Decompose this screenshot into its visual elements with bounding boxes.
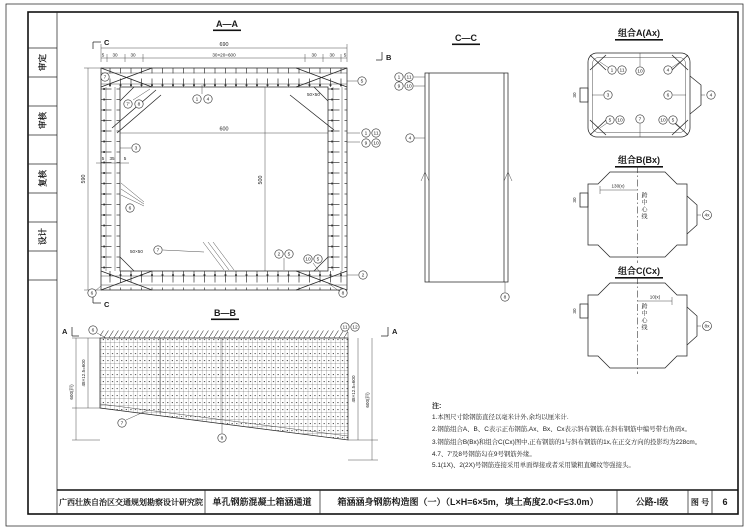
dim-haunch-tr: 50×50 (307, 92, 320, 97)
note-line: 4.7、7′及8号钢筋勾在9号钢筋外缘。 (432, 451, 536, 458)
view-cc-title: C—C (455, 33, 477, 43)
rebar-callout (703, 211, 712, 220)
combo-a-callouts (604, 66, 715, 124)
marker-b-right: B (386, 53, 392, 62)
haunch-chamfers (112, 87, 334, 271)
svg-text:10: 10 (373, 141, 379, 147)
svg-text:11: 11 (342, 325, 348, 331)
combo-a-title-underline (615, 39, 663, 41)
view-combo-a (572, 27, 715, 137)
rebar-callout (89, 326, 97, 334)
dim-inner-width: 600 (219, 126, 229, 133)
rebar-callout (636, 115, 644, 123)
rebar-callout (101, 73, 109, 81)
rebar-callout (707, 91, 715, 99)
rebar-callout (362, 129, 370, 137)
combo-b-centerline-label: 跨中心线 (640, 192, 646, 220)
sidebar-item-checked: 复核 (37, 169, 48, 188)
dim-seg: 5 (101, 52, 105, 58)
marker-a-right: A (392, 327, 398, 336)
svg-text:1: 1 (364, 131, 368, 137)
rebar-callout (606, 116, 614, 124)
svg-text:4: 4 (709, 93, 713, 99)
combo-a-title: 组合A(Ax) (618, 28, 660, 38)
rebar-callout (616, 116, 624, 124)
view-aa-title: A—A (216, 19, 238, 29)
svg-text:3: 3 (134, 146, 138, 152)
note-line: 2.钢筋组合A、B、C表示正布钢筋,Ax、Bx、Cx表示斜布钢筋,在斜布钢筋中编号带右角码x。 (432, 426, 691, 433)
rebar-callout (351, 323, 359, 331)
rebar-callout (314, 255, 322, 263)
rebar-callout (659, 116, 667, 124)
rebar-callout (372, 129, 380, 137)
dim-inner-height: 500 (258, 175, 264, 185)
svg-text:12: 12 (352, 325, 358, 331)
rebar-callout (88, 289, 96, 297)
combo-c-centerline-label: 跨中心线 (640, 303, 646, 331)
rebar-callout (132, 144, 140, 152)
svg-text:11: 11 (373, 131, 379, 137)
sidebar-item-approved: 审定 (37, 53, 48, 72)
rebar-callout (304, 255, 312, 263)
rebar-callout (154, 246, 162, 254)
svg-text:10: 10 (660, 118, 666, 124)
dim-wall-seg: 35 (109, 156, 115, 161)
title-block (57, 490, 738, 514)
rebar-callout (285, 250, 293, 258)
svg-text:8: 8 (220, 436, 224, 442)
note-line: 1.本图尺寸除钢筋直径以毫米计外,余均以厘米计. (432, 414, 569, 421)
combo-c-dim: 10(x) (649, 294, 661, 300)
rebar-callout (664, 91, 672, 99)
combo-b-title: 组合B(Bx) (618, 155, 660, 165)
svg-text:1: 1 (397, 75, 401, 81)
rebar-callout (405, 73, 413, 81)
sidebar-item-reviewed: 审核 (37, 111, 48, 130)
note-line: 5.1(1X)、2(2X)号钢筋连接采用单面焊接或者采用镦粗直螺纹等强接头。 (432, 462, 635, 469)
rebar-callout (341, 323, 349, 331)
svg-text:11: 11 (619, 68, 625, 74)
cc-callouts (395, 73, 509, 301)
company-name: 广西壮族自治区交通规划勘察设计研究院 (59, 498, 203, 507)
rebar-callout (608, 66, 616, 74)
view-bb-title: B—B (214, 308, 236, 318)
svg-text:5: 5 (671, 118, 675, 124)
rebar-callout (501, 293, 509, 301)
view-combo-c (572, 265, 712, 374)
project-name: 单孔钢筋混凝土箱涵通道 (212, 497, 312, 507)
svg-text:4: 4 (666, 68, 670, 74)
svg-text:8: 8 (137, 102, 141, 108)
combo-b-title-underline (615, 166, 663, 168)
combo-a-tab-dim: 30 (572, 92, 577, 98)
svg-text:8x: 8x (704, 324, 710, 330)
rebar-callout (339, 289, 347, 297)
rebar-callout (664, 66, 672, 74)
svg-text:5: 5 (287, 252, 291, 258)
rebar-callout (703, 322, 712, 331)
dim-seg: 30 (329, 52, 335, 58)
svg-text:6: 6 (128, 206, 132, 212)
rebar-callout (669, 116, 677, 124)
svg-text:2: 2 (277, 252, 281, 258)
marker-a-left: A (62, 327, 68, 336)
svg-text:11: 11 (406, 75, 412, 81)
rebar-callout (372, 139, 380, 147)
notes-heading: 注: (432, 403, 442, 410)
view-cc (395, 33, 512, 301)
rebar-callout (124, 100, 132, 108)
rebar-callout (204, 95, 212, 103)
rebar-callout (604, 91, 612, 99)
svg-text:4x: 4x (704, 213, 710, 219)
rebar-callout (395, 82, 403, 90)
cc-leader-lines (414, 77, 505, 292)
view-bb-title-underline (211, 319, 239, 321)
combo-c-tab-dim: 30 (572, 308, 577, 314)
rebar-callout (218, 434, 226, 442)
dim-seg: 30 (130, 52, 136, 58)
svg-text:4: 4 (408, 136, 412, 142)
dim-wall-seg: 5 (101, 156, 105, 161)
svg-text:6: 6 (91, 328, 95, 334)
dim-seg: 5 (343, 52, 347, 58)
sidebar-item-designed: 设计 (37, 227, 48, 246)
marker-c-bottom: C (104, 300, 110, 309)
note-line: 3.钢筋组合B(Bx)和组合C(Cx)图中,正布钢筋的1与斜布钢筋的1x,在正交方向的投影均为228cm。 (432, 439, 702, 446)
combo-c-title-underline (615, 277, 663, 279)
sheet-no-label: 图 号 (690, 498, 710, 507)
dim-seg: 30 (311, 52, 317, 58)
svg-text:5: 5 (608, 118, 612, 124)
rebar-callout (275, 250, 283, 258)
dim-overall-height: 590 (81, 174, 87, 184)
svg-text:5: 5 (360, 79, 364, 85)
svg-text:7: 7 (156, 248, 160, 254)
svg-text:10: 10 (617, 118, 623, 124)
svg-text:7: 7 (638, 117, 642, 123)
rebar-callout (618, 66, 626, 74)
svg-text:3: 3 (606, 93, 610, 99)
rebar-callout (362, 139, 370, 147)
svg-text:8: 8 (341, 291, 345, 297)
svg-text:9: 9 (364, 141, 368, 147)
drawing-title: 箱涵涵身钢筋构造图（一）（L×H=6×5m，填土高度2.0<F≤3.0m） (337, 497, 599, 507)
dim-bb-right1: 48×12.5=600 (351, 375, 356, 403)
rebar-callout (395, 73, 403, 81)
dim-overall-width: 690 (219, 42, 229, 48)
rebar-callout (118, 419, 126, 427)
svg-text:4: 4 (206, 97, 210, 103)
svg-text:7: 7 (103, 75, 107, 81)
svg-text:7': 7' (126, 102, 130, 108)
sheet-no: 6 (722, 497, 728, 507)
combo-b-dim: 130(x) (611, 183, 625, 189)
view-aa (81, 19, 392, 309)
combo-b-tab-dim: 30 (572, 197, 577, 203)
rebar-callout (135, 100, 143, 108)
dim-top-spacing: 30×20=600 (212, 52, 236, 58)
rebar-callout (358, 77, 366, 85)
dim-bb-right2: 600(斜) (365, 392, 370, 408)
view-cc-title-underline (452, 44, 480, 46)
road-class: 公路-Ⅰ级 (635, 497, 669, 507)
combo-c-title: 组合C(Cx) (618, 266, 660, 276)
svg-text:10: 10 (637, 69, 643, 75)
rebar-callout (126, 204, 134, 212)
svg-text:1: 1 (195, 97, 199, 103)
svg-text:2: 2 (361, 273, 365, 279)
rebar-callout (406, 134, 414, 142)
dim-haunch-bl: 50×50 (130, 249, 143, 254)
sidebar (28, 48, 57, 280)
dim-bb-left1: 48×12.5=600 (81, 359, 86, 387)
svg-text:10: 10 (305, 257, 311, 263)
view-bb (62, 308, 398, 460)
svg-text:7: 7 (120, 421, 124, 427)
svg-text:5: 5 (316, 257, 320, 263)
view-combo-b (572, 154, 712, 263)
svg-text:9: 9 (397, 84, 401, 90)
svg-text:10: 10 (406, 84, 412, 90)
rebar-callout (636, 67, 644, 75)
view-aa-title-underline (213, 30, 241, 32)
rebar-callout (359, 271, 367, 279)
rebar-callout (405, 82, 413, 90)
svg-text:8: 8 (503, 295, 507, 301)
svg-text:1: 1 (610, 68, 614, 74)
rebar-callout (193, 95, 201, 103)
dim-seg: 30 (112, 52, 118, 58)
notes (432, 401, 701, 469)
dim-bb-left2: 600(斜) (69, 384, 74, 400)
dim-wall-seg: 5 (123, 156, 127, 161)
marker-c-top: C (104, 38, 110, 47)
bar-fan-lines (121, 183, 234, 270)
svg-text:6: 6 (90, 291, 94, 297)
svg-text:6: 6 (666, 93, 670, 99)
